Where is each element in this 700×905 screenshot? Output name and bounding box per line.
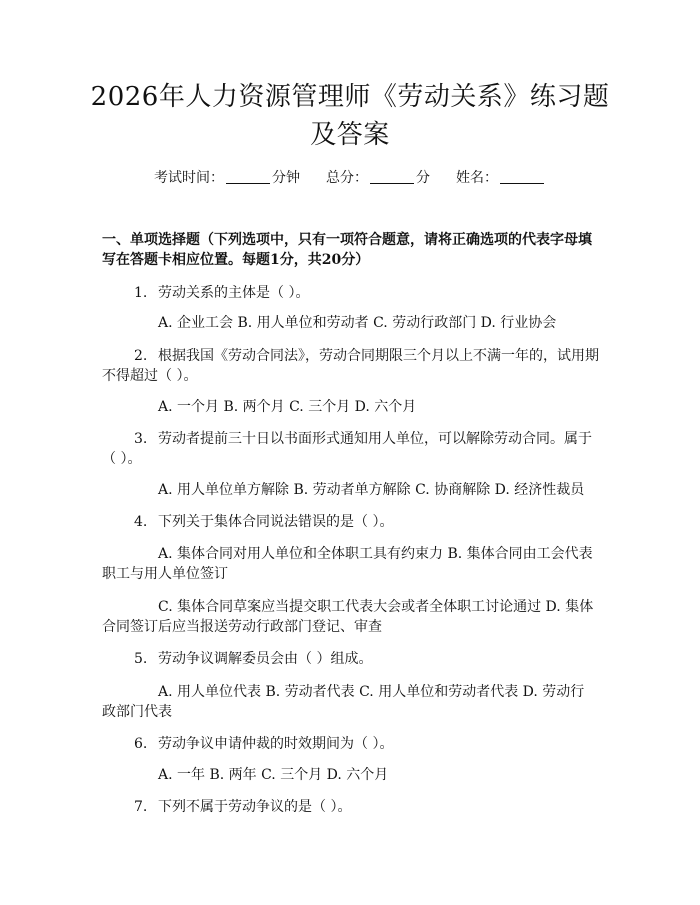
question-6-options: A. 一年 B. 两年 C. 三个月 D. 六个月 bbox=[158, 767, 389, 783]
question-number: 1. bbox=[134, 285, 148, 301]
section-heading-line-1: 一、单项选择题（下列选项中，只有一项符合题意，请将正确选项的代表字母填 bbox=[102, 232, 592, 248]
question-number: 7. bbox=[134, 799, 148, 815]
question-text: 根据我国《劳动合同法》，劳动合同期限三个月以上不满一年的，试用期 bbox=[158, 348, 599, 364]
total-score-label: 总分： bbox=[326, 170, 368, 186]
question-4-options-line-3: C. 集体合同草案应当提交职工代表大会或者全体职工讨论通过 D. 集体 bbox=[158, 599, 594, 615]
question-number: 3. bbox=[134, 431, 148, 447]
question-4-options-line-4: 合同签订后应当报送劳动行政部门登记、审查 bbox=[102, 619, 382, 635]
question-text: 劳动关系的主体是（ ）。 bbox=[158, 285, 310, 301]
question-7 bbox=[134, 797, 351, 817]
question-number: 4. bbox=[134, 514, 148, 530]
question-3-continuation: （ ）。 bbox=[102, 451, 142, 467]
question-5-options-line-2: 政部门代表 bbox=[102, 704, 172, 720]
name-label: 姓名： bbox=[456, 170, 498, 186]
document-title-line-2: 及答案 bbox=[310, 120, 390, 150]
question-4 bbox=[134, 512, 393, 532]
question-number: 6. bbox=[134, 736, 148, 752]
exam-time-label: 考试时间： bbox=[154, 170, 224, 186]
exam-time-unit: 分钟 bbox=[272, 170, 300, 186]
section-heading-line-2: 写在答题卡相应位置。每题1分，共20分） bbox=[102, 252, 370, 268]
question-text: 劳动争议调解委员会由（ ）组成。 bbox=[158, 651, 373, 667]
question-3 bbox=[134, 429, 592, 449]
question-5-options-line-1: A. 用人单位代表 B. 劳动者代表 C. 用人单位和劳动者代表 D. 劳动行 bbox=[158, 684, 585, 700]
question-number: 5. bbox=[134, 651, 148, 667]
document-title-line-1: 2026年人力资源管理师《劳动关系》练习题 bbox=[90, 82, 610, 112]
question-number: 2. bbox=[134, 348, 148, 364]
name-blank bbox=[500, 169, 544, 184]
question-3-options: A. 用人单位单方解除 B. 劳动者单方解除 C. 协商解除 D. 经济性裁员 bbox=[158, 482, 585, 498]
question-1-options: A. 企业工会 B. 用人单位和劳动者 C. 劳动行政部门 D. 行业协会 bbox=[158, 315, 557, 331]
exam-time-blank bbox=[226, 169, 270, 184]
exam-info bbox=[0, 168, 700, 188]
total-score-blank bbox=[370, 169, 414, 184]
question-text: 劳动者提前三十日以书面形式通知用人单位，可以解除劳动合同。属于 bbox=[158, 431, 592, 447]
question-text: 劳动争议申请仲裁的时效期间为（ ）。 bbox=[158, 736, 394, 752]
question-5 bbox=[134, 649, 372, 669]
question-1 bbox=[134, 283, 309, 303]
question-text: 下列不属于劳动争议的是（ ）。 bbox=[158, 799, 352, 815]
question-4-options-line-1: A. 集体合同对用人单位和全体职工具有约束力 B. 集体合同由工会代表 bbox=[158, 546, 593, 562]
question-4-options-line-2: 职工与用人单位签订 bbox=[102, 566, 228, 582]
question-2 bbox=[134, 346, 599, 366]
question-2-continuation: 不得超过（ ）。 bbox=[102, 368, 198, 384]
question-6 bbox=[134, 734, 393, 754]
question-2-options: A. 一个月 B. 两个月 C. 三个月 D. 六个月 bbox=[158, 399, 417, 415]
question-text: 下列关于集体合同说法错误的是（ ）。 bbox=[158, 514, 394, 530]
total-score-unit: 分 bbox=[416, 170, 430, 186]
